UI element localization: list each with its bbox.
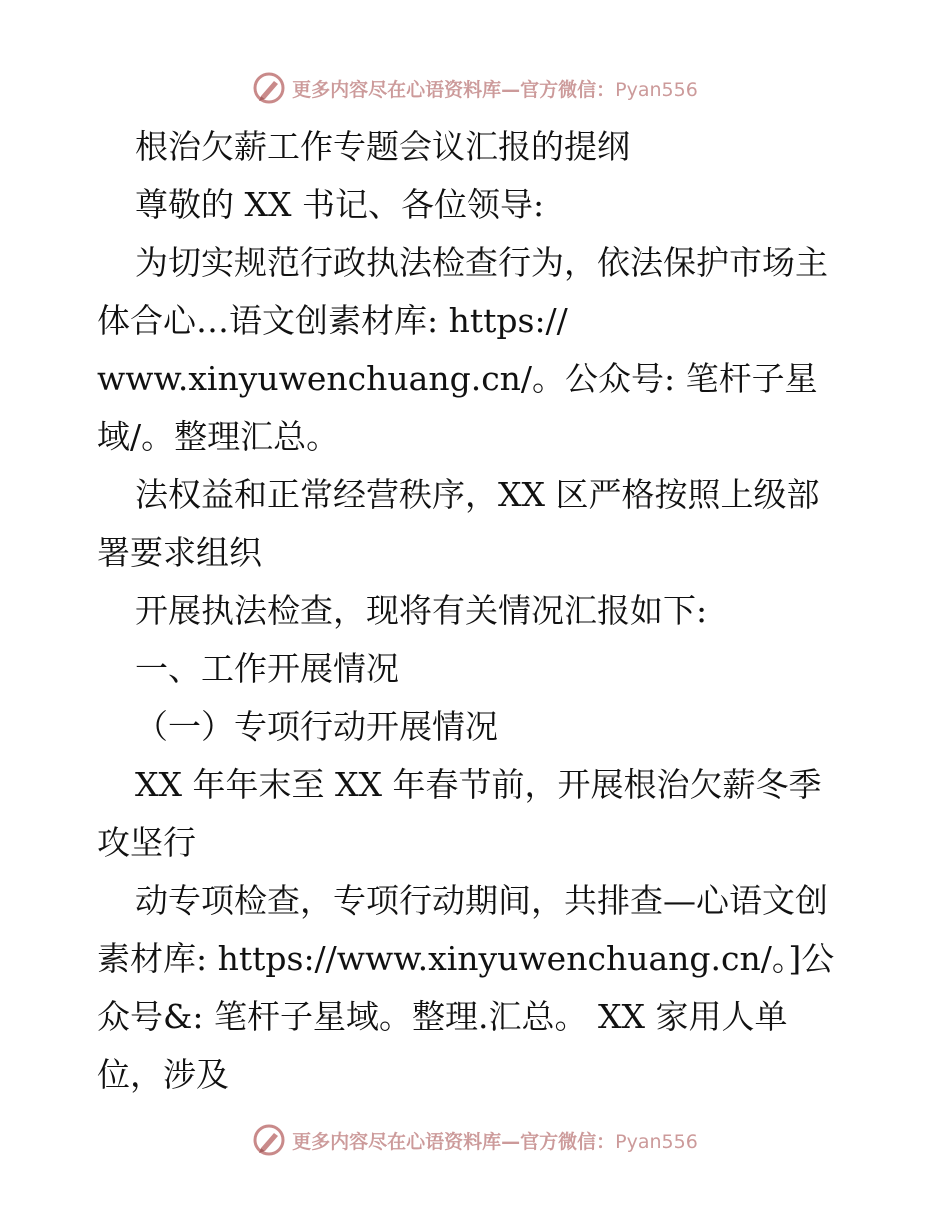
text-line: 素材库: https://www.xinyuwenchuang.cn/。]公	[97, 939, 835, 978]
text-line: 域/。整理汇总。	[97, 417, 340, 456]
text-line: XX 年年末至 XX 年春节前，开展根治欠薪冬季	[135, 765, 822, 804]
text-line: 一、工作开展情况	[135, 649, 399, 688]
pen-logo-icon	[252, 71, 286, 105]
text-line: 为切实规范行政执法检查行为，依法保护市场主	[135, 243, 828, 282]
text-line: 位，涉及	[97, 1055, 229, 1094]
text-line: 开展执法检查，现将有关情况汇报如下:	[135, 591, 708, 630]
pen-logo-icon	[252, 1123, 286, 1157]
text-line: 动专项检查，专项行动期间，共排查—心语文创	[135, 881, 828, 920]
document-body	[97, 118, 867, 1104]
text-line: 署要求组织	[97, 533, 262, 572]
text-line: 攻坚行	[97, 823, 196, 862]
text-line: 法权益和正常经营秩序，XX 区严格按照上级部	[135, 475, 820, 514]
watermark-text: 更多内容尽在心语资料库—官方微信：Pyan556	[292, 78, 698, 101]
text-line: 众号&: 笔杆子星域。整理.汇总。 XX 家用人单	[97, 997, 788, 1036]
text-line: www.xinyuwenchuang.cn/。公众号: 笔杆子星	[97, 359, 818, 398]
text-line: 根治欠薪工作专题会议汇报的提纲	[135, 127, 630, 166]
text-line: 体合心…语文创素材库: https://	[97, 301, 568, 340]
watermark-text: 更多内容尽在心语资料库—官方微信：Pyan556	[292, 1130, 698, 1153]
text-line: 尊敬的 XX 书记、各位领导:	[135, 185, 545, 224]
header-watermark	[0, 68, 950, 108]
text-line: （一）专项行动开展情况	[135, 707, 498, 746]
footer-watermark	[0, 1120, 950, 1160]
